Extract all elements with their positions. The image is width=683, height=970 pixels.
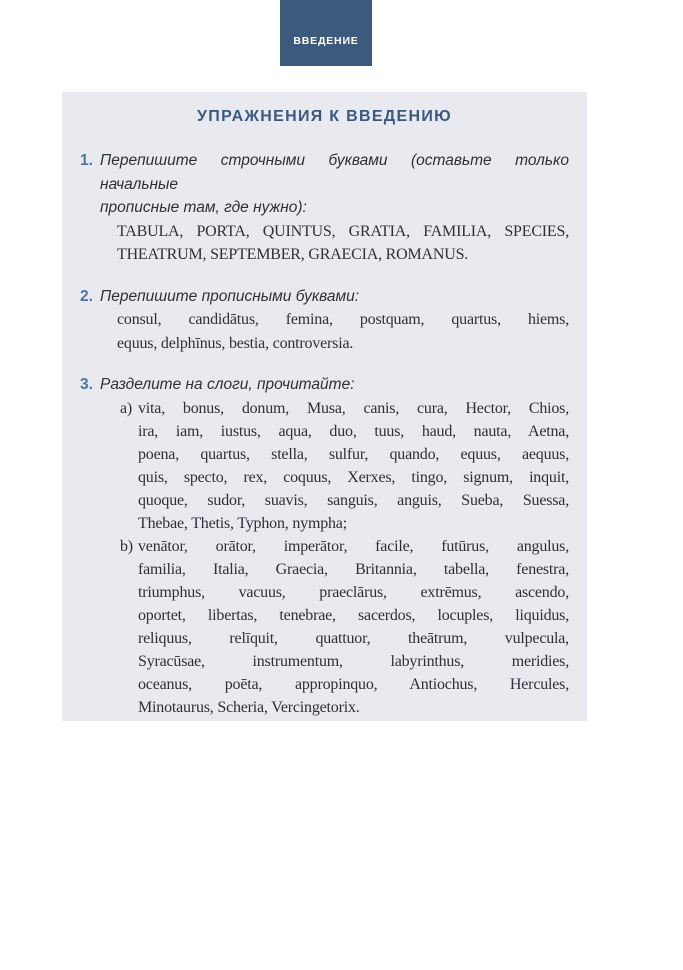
exercise-3-number: 3.	[80, 376, 93, 393]
exercise-2-instruction	[80, 285, 569, 309]
latin-line: triumphus, vacuus, praeclārus, extrēmus, ascendo,	[138, 583, 569, 601]
exercise-3-item-a	[120, 397, 569, 535]
latin-line: reliquus, relīquit, quattuor, theātrum, vulpecula,	[138, 629, 569, 647]
item-a-label: a)	[120, 399, 133, 417]
exercise-1-number: 1.	[80, 152, 93, 169]
instruction-text: Перепишите строчными буквами (оставьте только начальные	[100, 152, 569, 193]
latin-line: equus, delphīnus, bestia, controversia.	[117, 334, 354, 352]
latin-line: quoque, sudor, suavis, sanguis, anguis, Sueba, Suessa,	[138, 491, 569, 509]
latin-line: Minotaurus, Scheria, Vercingetorix.	[138, 698, 360, 716]
latin-line	[120, 397, 569, 420]
chapter-tab	[280, 0, 372, 66]
instruction-line	[80, 149, 569, 196]
instruction-text: Перепишите прописными буквами:	[100, 287, 360, 305]
instruction-line	[80, 285, 569, 309]
instruction-text: Разделите на слоги, прочитайте:	[100, 376, 355, 393]
instruction-line: прописные там, где нужно):	[100, 199, 307, 216]
latin-line: Thebae, Thetis, Typhon, nympha;	[138, 514, 347, 532]
exercise-1-word-list	[117, 220, 569, 267]
panel-title: УПРАЖНЕНИЯ К ВВЕДЕНИЮ	[197, 108, 452, 125]
item-b-label: b)	[120, 537, 133, 555]
exercise-2-word-list	[117, 308, 569, 355]
latin-line: Syracūsae, instrumentum, labyrinthus, meridies,	[138, 652, 569, 670]
latin-line	[120, 535, 569, 558]
latin-line: oportet, libertas, tenebrae, sacerdos, locuples, liquidus,	[138, 606, 569, 624]
chapter-tab-label: ВВЕДЕНИЕ	[293, 35, 359, 47]
latin-line: ira, iam, iustus, aqua, duo, tuus, haud, nauta, Aetna,	[138, 422, 569, 440]
exercise-3-instruction	[80, 373, 569, 397]
exercise-2-number: 2.	[80, 287, 93, 305]
exercise-2	[80, 285, 569, 356]
latin-line: oceanus, poēta, appropinquo, Antiochus, Hercules,	[138, 675, 569, 693]
latin-line: TABULA, PORTA, QUINTUS, GRATIA, FAMILIA, SPECIES,	[117, 222, 569, 240]
exercise-1	[80, 149, 569, 267]
latin-line: poena, quartus, stella, sulfur, quando, equus, aequus,	[138, 445, 569, 463]
exercise-3	[80, 373, 569, 719]
latin-text: venātor, orātor, imperātor, facile, futūrus, angulus,	[138, 537, 569, 555]
latin-line: consul, candidātus, femina, postquam, quartus, hiems,	[117, 311, 569, 328]
latin-line: THEATRUM, SEPTEMBER, GRAECIA, ROMANUS.	[117, 246, 469, 263]
latin-text: vita, bonus, donum, Musa, canis, cura, Hector, Chios,	[138, 399, 569, 417]
exercise-3-item-b	[120, 535, 569, 719]
latin-line: quis, specto, rex, coquus, Xerxes, tingo, signum, inquit,	[138, 468, 569, 486]
latin-line: familia, Italia, Graecia, Britannia, tabella, fenestra,	[138, 560, 569, 578]
exercise-1-instruction	[80, 149, 569, 220]
exercises-panel	[62, 92, 587, 721]
instruction-line	[80, 373, 569, 397]
